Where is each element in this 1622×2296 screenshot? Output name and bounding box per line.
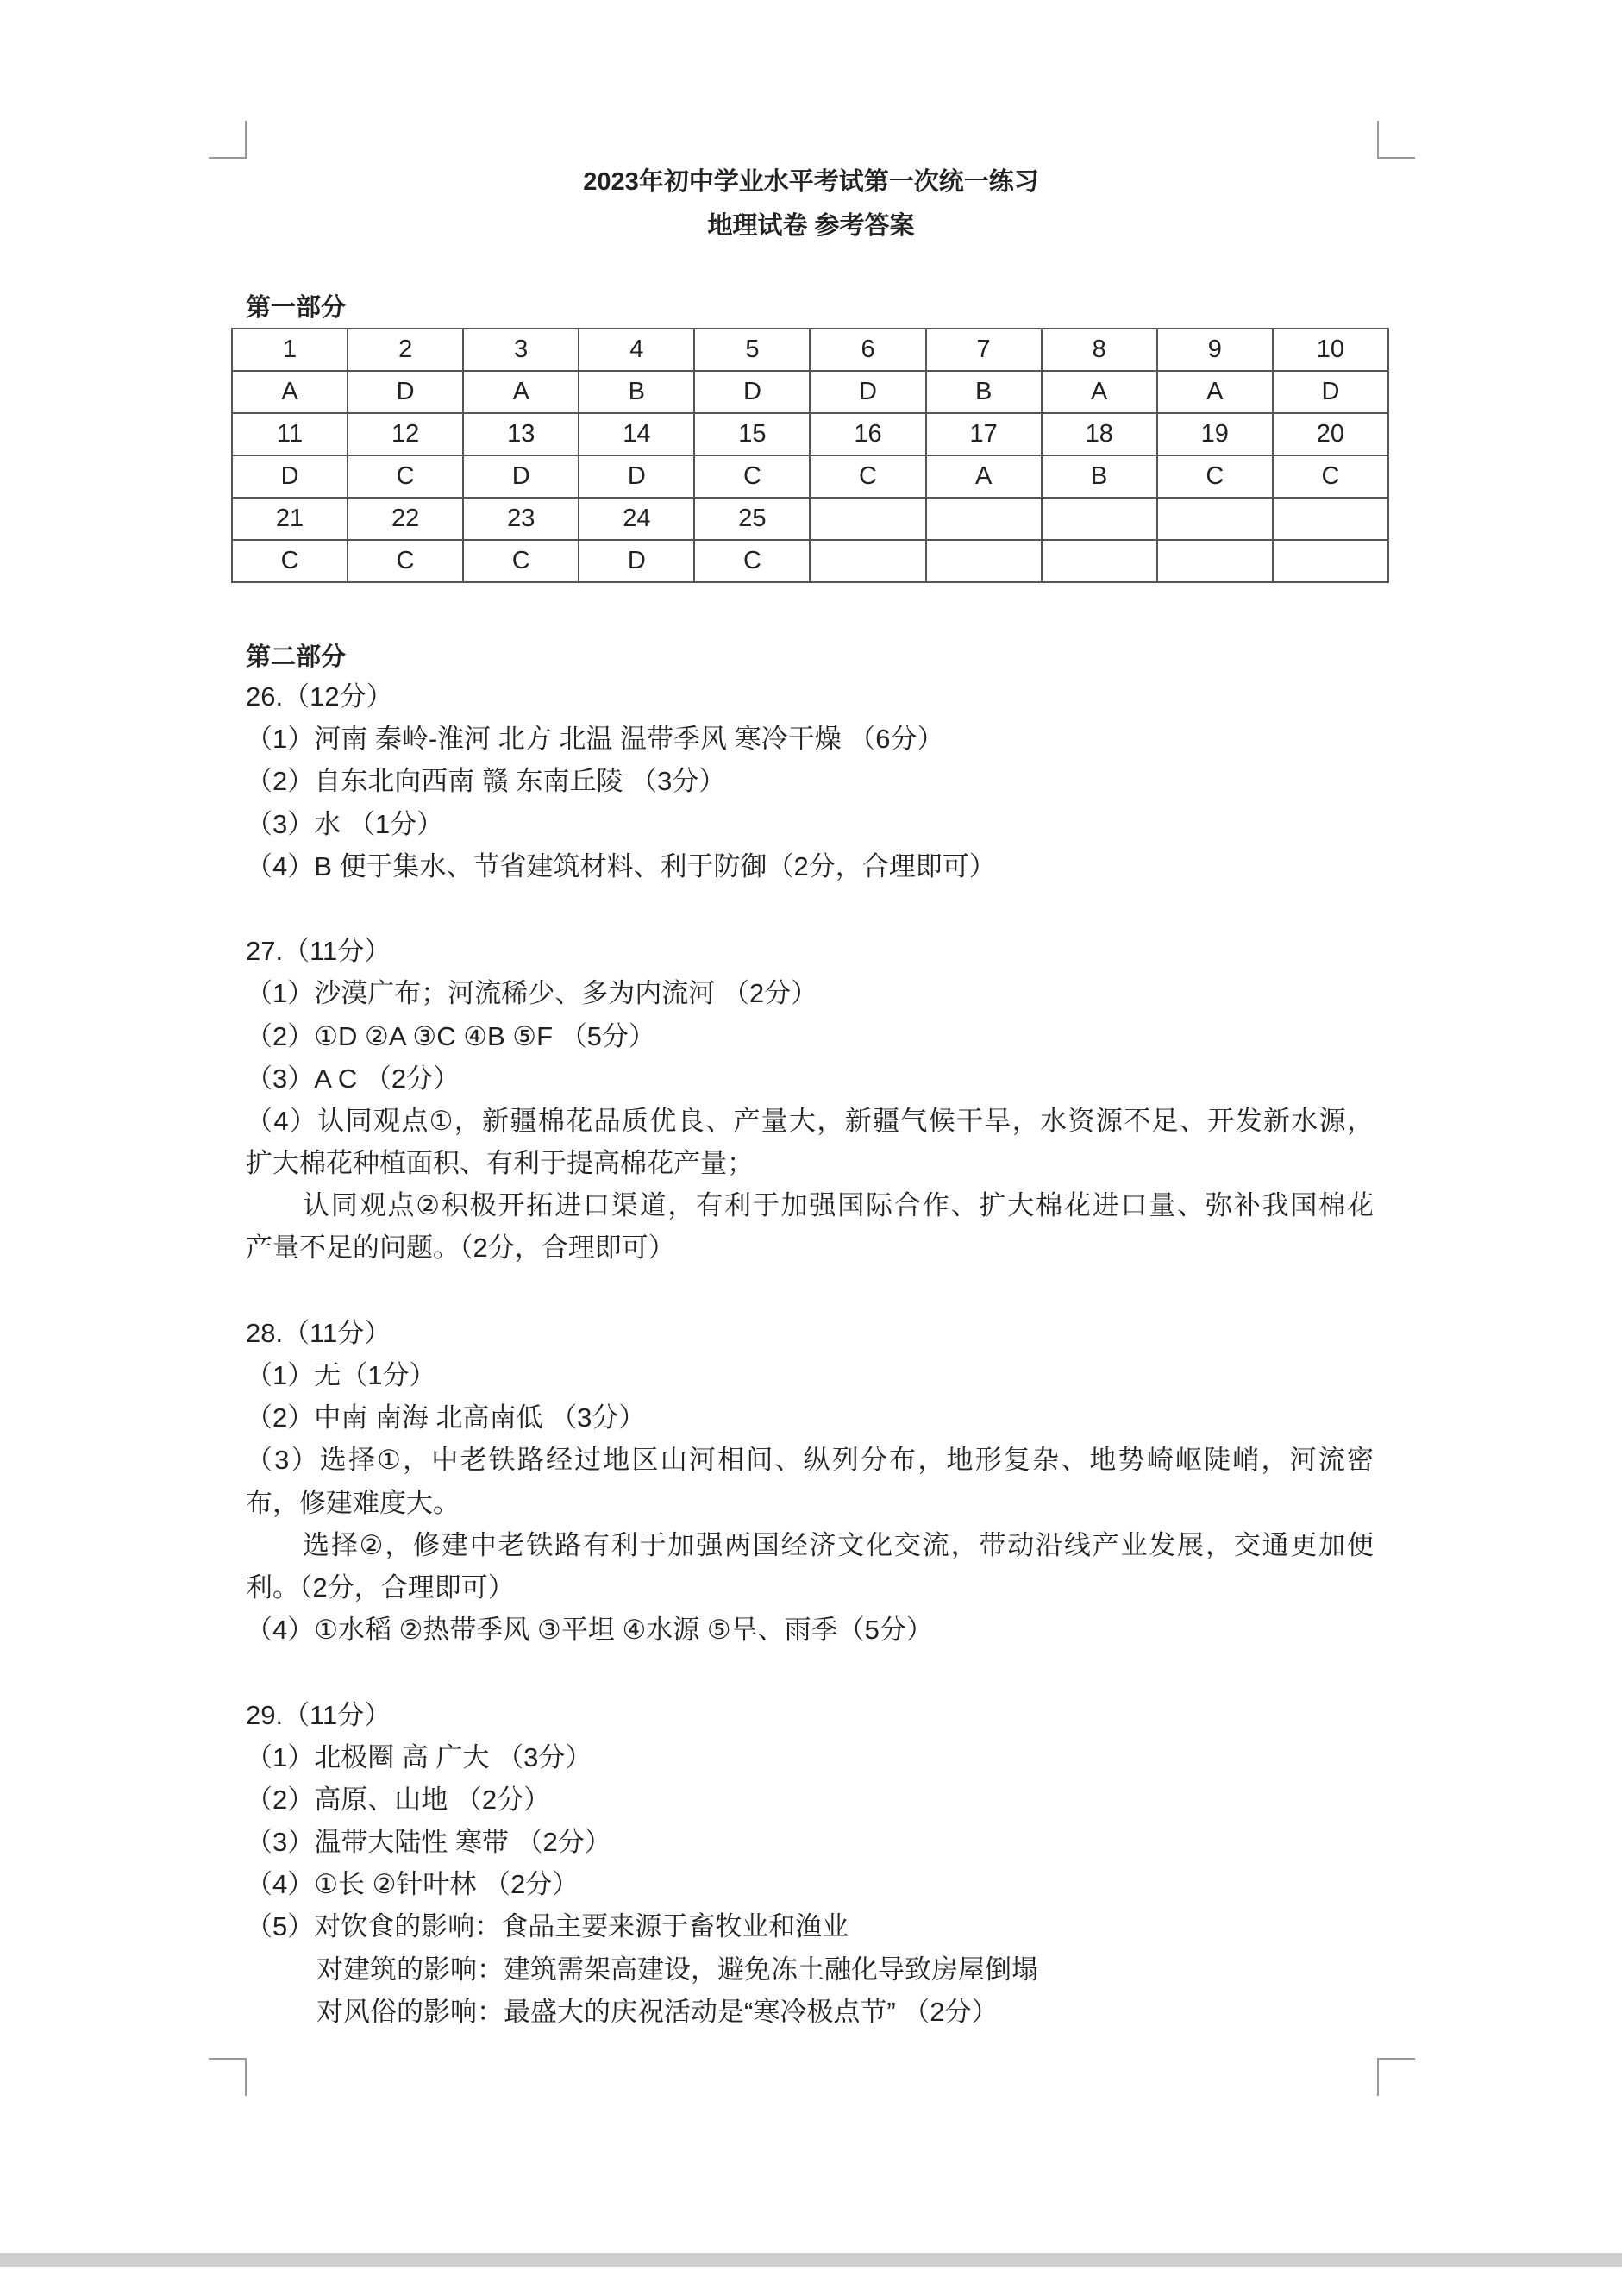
table-cell [1042, 498, 1157, 540]
table-cell: C [463, 540, 579, 582]
table-cell: B [926, 371, 1042, 413]
answer-line: 26.（12分） [246, 681, 393, 712]
table-cell: D [348, 371, 463, 413]
table-cell: 20 [1273, 413, 1388, 455]
table-cell: D [810, 371, 925, 413]
table-cell: 5 [694, 329, 810, 371]
blank-line [246, 888, 1374, 930]
table-cell [926, 498, 1042, 540]
crop-mark-bottom-right [1377, 2058, 1415, 2096]
table-cell: 18 [1042, 413, 1157, 455]
table-cell: C [348, 540, 463, 582]
answer-line: （1）沙漠广布；河流稀少、多为内流河 （2分） [246, 978, 818, 1009]
answer-line: 利。（2分，合理即可） [246, 1571, 515, 1603]
table-cell [1042, 540, 1157, 582]
table-cell: 21 [232, 498, 348, 540]
table-cell [1157, 540, 1273, 582]
table-cell: A [926, 455, 1042, 498]
table-cell: 11 [232, 413, 348, 455]
answer-line: 对建筑的影响：建筑需架高建设，避免冻土融化导致房屋倒塌 [316, 1954, 1038, 1985]
table-cell: A [1157, 371, 1273, 413]
answer-line: 选择②，修建中老铁路有利于加强两国经济文化交流，带动沿线产业发展，交通更加便 [303, 1529, 1374, 1560]
table-cell: 12 [348, 413, 463, 455]
table-cell: C [1157, 455, 1273, 498]
question-number-row [232, 413, 1388, 455]
table-cell: 10 [1273, 329, 1388, 371]
part2-heading: 第二部分 [246, 643, 347, 671]
table-cell: 16 [810, 413, 925, 455]
answer-row [232, 455, 1388, 498]
answer-line: （2）自东北向西南 赣 东南丘陵 （3分） [246, 766, 726, 797]
crop-mark-top-left [209, 121, 247, 159]
answer-line: 布，修建难度大。 [246, 1487, 460, 1518]
question-number-row [232, 498, 1388, 540]
table-cell: 13 [463, 413, 579, 455]
answer-line: （1）无（1分） [246, 1360, 436, 1390]
blank-line [246, 1270, 1374, 1312]
table-cell: 14 [579, 413, 694, 455]
answer-line: （3）选择①，中老铁路经过地区山河相间、纵列分布，地形复杂、地势崎岖陡峭，河流密 [246, 1445, 1374, 1476]
table-cell: 17 [926, 413, 1042, 455]
table-cell: 24 [579, 498, 694, 540]
answer-body [246, 675, 1374, 2033]
table-cell: 19 [1157, 413, 1273, 455]
answer-line: （3）水 （1分） [246, 808, 444, 839]
part1-heading: 第一部分 [246, 294, 347, 322]
table-cell: C [694, 455, 810, 498]
table-cell: D [579, 540, 694, 582]
answer-line: （4）①水稻 ②热带季风 ③平坦 ④水源 ⑤旱、雨季（5分） [246, 1615, 933, 1646]
crop-mark-top-right [1377, 121, 1415, 159]
table-cell: A [1042, 371, 1157, 413]
page-bottom-scrollbar[interactable] [0, 2253, 1622, 2267]
table-cell: D [1273, 371, 1388, 413]
table-cell [810, 540, 925, 582]
document-title: 2023年初中学业水平考试第一次统一练习 [583, 168, 1039, 196]
table-cell [810, 498, 925, 540]
table-cell: C [810, 455, 925, 498]
table-cell [926, 540, 1042, 582]
table-cell: C [1273, 455, 1388, 498]
table-cell: 25 [694, 498, 810, 540]
answer-line: （4）B 便于集水、节省建筑材料、利于防御（2分，合理即可） [246, 850, 996, 881]
answer-line: （5）对饮食的影响：食品主要来源于畜牧业和渔业 [246, 1911, 849, 1942]
table-cell: D [463, 455, 579, 498]
answer-row [232, 371, 1388, 413]
answer-line: （4）认同观点①，新疆棉花品质优良、产量大，新疆气候干旱，水资源不足、开发新水源， [246, 1105, 1374, 1136]
table-cell: 3 [463, 329, 579, 371]
table-cell: C [232, 540, 348, 582]
table-cell: 1 [232, 329, 348, 371]
table-cell: C [694, 540, 810, 582]
answer-line: 对风俗的影响：最盛大的庆祝活动是“寒冷极点节” （2分） [316, 1996, 999, 2027]
table-cell: 6 [810, 329, 925, 371]
table-cell: 7 [926, 329, 1042, 371]
answer-line: （2）中南 南海 北高南低 （3分） [246, 1402, 646, 1433]
answer-line: （3）A C （2分） [246, 1063, 460, 1094]
answer-line: （2）①D ②A ③C ④B ⑤F （5分） [246, 1020, 655, 1051]
answer-line: 27.（11分） [246, 936, 391, 967]
table-cell: 9 [1157, 329, 1273, 371]
table-cell: 15 [694, 413, 810, 455]
table-cell: D [579, 455, 694, 498]
document-subtitle: 地理试卷 参考答案 [707, 212, 915, 240]
answer-line: （4）①长 ②针叶林 （2分） [246, 1869, 579, 1900]
answer-line: （2）高原、山地 （2分） [246, 1784, 551, 1815]
table-cell: B [1042, 455, 1157, 498]
table-cell: A [232, 371, 348, 413]
answer-line: 扩大棉花种植面积、有利于提高棉花产量； [246, 1148, 754, 1179]
table-cell: 22 [348, 498, 463, 540]
table-cell [1273, 540, 1388, 582]
table-cell: D [694, 371, 810, 413]
crop-mark-bottom-left [209, 2058, 247, 2096]
table-cell: 8 [1042, 329, 1157, 371]
answer-row [232, 540, 1388, 582]
blank-line [246, 1651, 1374, 1693]
question-number-row [232, 329, 1388, 371]
table-cell [1273, 498, 1388, 540]
table-cell: 2 [348, 329, 463, 371]
table-cell: 4 [579, 329, 694, 371]
table-cell: B [579, 371, 694, 413]
answer-table [231, 328, 1389, 583]
answer-line: 产量不足的问题。（2分，合理即可） [246, 1233, 675, 1264]
table-cell [1157, 498, 1273, 540]
answer-line: 认同观点②积极开拓进口渠道，有利于加强国际合作、扩大棉花进口量、弥补我国棉花 [303, 1190, 1374, 1221]
table-cell: A [463, 371, 579, 413]
answer-line: 28.（11分） [246, 1317, 391, 1348]
answer-line: （3）温带大陆性 寒带 （2分） [246, 1827, 611, 1858]
table-cell: 23 [463, 498, 579, 540]
answer-line: （1）北极圈 高 广大 （3分） [246, 1741, 592, 1772]
answer-line: 29.（11分） [246, 1699, 391, 1730]
answer-line: （1）河南 秦岭-淮河 北方 北温 温带季风 寒冷干燥 （6分） [246, 724, 944, 755]
table-cell: C [348, 455, 463, 498]
table-cell: D [232, 455, 348, 498]
